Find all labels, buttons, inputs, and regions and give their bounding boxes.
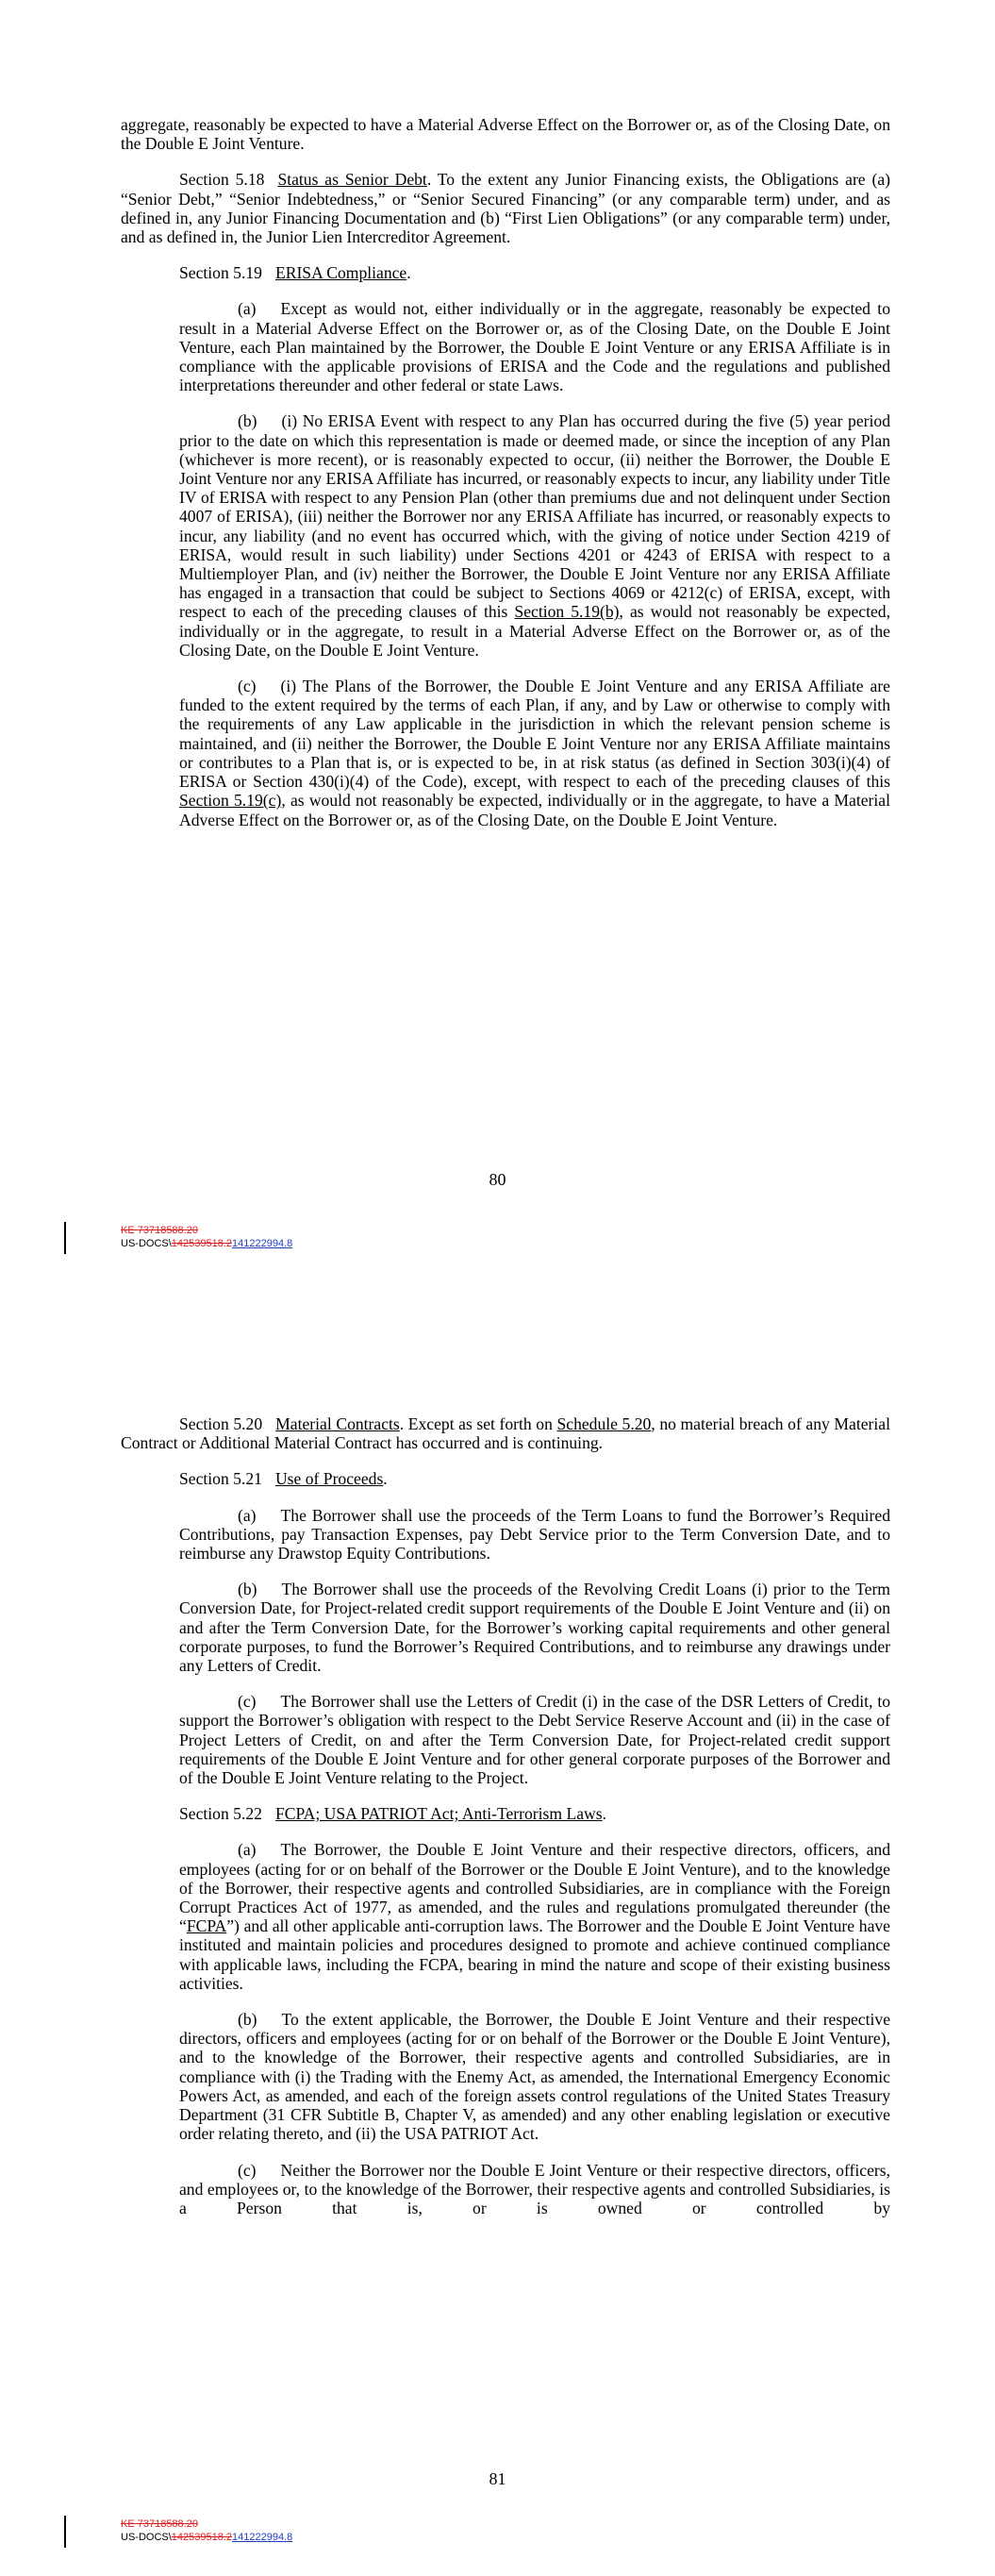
section-5-19-a	[179, 299, 890, 394]
footer-prefix: US-DOCS\	[121, 1238, 172, 1249]
section-5-22-a	[179, 1840, 890, 1993]
document-footer	[121, 1224, 292, 1250]
footer-doc-id	[121, 1237, 292, 1250]
section-5-18	[121, 170, 890, 246]
footer-deleted: 142539518.2	[171, 1238, 233, 1249]
section-5-21-a	[179, 1506, 890, 1564]
title-period: .	[406, 263, 411, 283]
footer-prefix: US-DOCS\	[121, 2532, 172, 2543]
footer-inserted: 141222994.8	[232, 2532, 293, 2543]
clause-text: The Borrower, the Double E Joint Venture and their respective directors, officers, and employees (acting for or on behalf of the Borrower or the Double E Joint Venture), and to the knowledge of the Borrower, their respective agents and controlled Subsidiaries, are in compliance with the Foreign Corrupt Practices Act of 1977, as amended, and the rules and regulations promulgated thereunder (the “	[179, 1840, 890, 1936]
section-title: FCPA; USA PATRIOT Act; Anti-Terrorism Laws	[274, 1804, 603, 1824]
clause-label: (c)	[238, 2160, 257, 2180]
section-body: . To the extent any Junior Financing exists, the Obligations are (a) “Senior Debt,” “Senior Indebtedness,” or “Senior Secured Financing” (or any comparable term) under, and as defined in, any Junior Financing Documentation and (b) “First Lien Obligations” (or any comparable term) under, and as defined in, the Junior Lien Intercreditor Agreement.	[121, 170, 891, 247]
section-number: Section 5.19	[179, 263, 262, 283]
clause-label: (a)	[238, 1840, 257, 1860]
section-5-19-b	[179, 411, 890, 660]
clause-label: (a)	[238, 1505, 257, 1525]
footer-deleted-id: KE 73718588.20	[121, 1225, 198, 1236]
clause-text: The Borrower shall use the proceeds of the Term Loans to fund the Borrower’s Required Contributions, pay Transaction Expenses, pay Debt Service prior to the Term Conversion Date, and to reimburse any Drawstop Equity Contributions.	[179, 1505, 890, 1564]
clause-tail: ”) and all other applicable anti-corruption laws. The Borrower and the Double E Joint Venture have instituted and maintain policies and procedures designed to promote and achieve continued compliance with applicable laws, including the FCPA, bearing in mind the nature and scope of their existing business activities.	[179, 1916, 890, 1993]
clause-label: (b)	[238, 1580, 257, 1599]
clause-text: To the extent applicable, the Borrower, the Double E Joint Venture and their respective directors, officers and employees (acting for or on behalf of the Borrower or the Double E Joint Venture), and to the knowledge of the Borrower, their respective agents and controlled Subsidiaries, are in compliance with (i) the Trading with the Enemy Act, as amended, the International Emergency Economic Powers Act, as amended, and each of the foreign assets control regulations of the United States Treasury Department (31 CFR Subtitle B, Chapter V, as amended) and any other enabling legislation or executive order relating thereto, and (ii) the USA PATRIOT Act.	[179, 2010, 890, 2144]
page-80-body	[121, 115, 890, 846]
document-footer	[121, 2517, 292, 2544]
clause-label: (c)	[238, 677, 257, 696]
section-5-22-b	[179, 2010, 890, 2143]
change-bar	[64, 2516, 66, 2548]
clause-tail: , as would not reasonably be expected, individually or in the aggregate, to result in a Material Adverse Effect on the Borrower or, as of the Closing Date, on the Double E Joint Venture.	[179, 602, 890, 660]
footer-doc-id	[121, 2531, 292, 2544]
intro-paragraph: aggregate, reasonably be expected to have a Material Adverse Effect on the Borrower or, as of the Closing Date, on the Double E Joint Venture.	[121, 115, 890, 154]
section-number: Section 5.18	[179, 170, 265, 190]
section-5-21-heading	[121, 1469, 890, 1488]
title-period: .	[602, 1804, 606, 1824]
footer-deleted: 142539518.2	[171, 2532, 233, 2543]
clause-text: (i) No ERISA Event with respect to any Plan has occurred during the five (5) year period prior to the date on which this representation is made or deemed made, or since the inception of any Plan (whichever is more recent), or is reasonably expected to occur, (ii) neither the Borrower, the Double E Joint Venture nor any ERISA Affiliate has incurred, or reasonably expects to incur, any liability under Title IV of ERISA with respect to any Pension Plan (other than premiums due and not delinquent under Section 4007 of ERISA), (iii) neither the Borrower nor any ERISA Affiliate has incurred, or reasonably expects to incur, any liability (and no event has occurred which, with the giving of notice under Section 4219 of ERISA, would result in such liability) under Sections 4201 or 4243 of ERISA with respect to a Multiemployer Plan, and (iv) neither the Borrower, the Double E Joint Venture nor any ERISA Affiliate has engaged in a transaction that could be subject to Sections 4069 or 4212(c) of ERISA, except, with respect to each of the preceding clauses of this	[179, 411, 890, 622]
page-number: 81	[489, 2469, 506, 2488]
section-5-21-c	[179, 1692, 890, 1787]
clause-text: The Borrower shall use the proceeds of the Revolving Credit Loans (i) prior to the Term Conversion Date, for Project-related credit support requirements of the Double E Joint Venture and (ii) on and after the Term Conversion Date, for the Borrower’s working capital requirements and other general corporate purposes, to fund the Borrower’s Required Contributions, and to reimburse any drawings under any Letters of Credit.	[179, 1580, 890, 1676]
clause-text: (i) The Plans of the Borrower, the Double E Joint Venture and any ERISA Affiliate are funded to the extent required by the terms of each Plan, if any, and by Law or otherwise to comply with the requirements of any Law applicable in the jurisdiction in which the relevant pension scheme is maintained, and (ii) neither the Borrower, the Double E Joint Venture nor any ERISA Affiliate maintains or contributes to a Plan that is, or is expected to be, in at risk status (as defined in Section 303(i)(4) of ERISA or Section 430(i)(4) of the Code), except, with respect to each of the preceding clauses of this	[179, 677, 890, 792]
section-5-19-c	[179, 677, 890, 829]
section-number: Section 5.22	[179, 1804, 262, 1824]
section-5-22-heading	[121, 1804, 890, 1823]
section-5-22-c	[179, 2161, 890, 2218]
title-period: .	[383, 1469, 388, 1489]
clause-text: The Borrower shall use the Letters of Credit (i) in the case of the DSR Letters of Credit, to support the Borrower’s obligation with respect to the Debt Service Reserve Account and (ii) in the case of Project Letters of Credit, on and after the Term Conversion Date, for Project-related credit support requirements of the Double E Joint Venture and for other general corporate purposes of the Borrower and of the Double E Joint Venture relating to the Project.	[179, 1692, 890, 1788]
clause-tail: , as would not reasonably be expected, individually or in the aggregate, to have a Material Adverse Effect on the Borrower or, as of the Closing Date, on the Double E Joint Venture.	[179, 791, 890, 829]
section-5-20	[121, 1414, 890, 1452]
clause-label: (c)	[238, 1692, 257, 1712]
section-5-19-heading	[121, 263, 890, 282]
clause-label: (b)	[238, 2010, 257, 2030]
clause-text: Neither the Borrower nor the Double E Joint Venture or their respective directors, officers, and employees or, to the knowledge of the Borrower, their respective agents and controlled Subsidiaries, is a Person that is, or is owned or controlled by	[179, 2160, 890, 2217]
clause-text: Except as would not, either individually or in the aggregate, reasonably be expected to result in a Material Adverse Effect on the Borrower or, as of the Closing Date, on the Double E Joint Venture, each Plan maintained by the Borrower, the Double E Joint Venture or any ERISA Affiliate is in compliance with the applicable provisions of ERISA and the Code and the regulations and published interpretations thereunder and other federal or state Laws.	[179, 299, 890, 395]
page-number: 80	[489, 1170, 506, 1189]
section-title: Status as Senior Debt	[277, 170, 427, 190]
section-number: Section 5.20	[179, 1414, 263, 1433]
cross-reference: Section 5.19(c)	[179, 791, 282, 811]
footer-deleted-id: KE 73718588.20	[121, 2518, 198, 2530]
defined-term: FCPA	[186, 1916, 227, 1936]
section-title: ERISA Compliance	[274, 263, 407, 283]
clause-label: (a)	[238, 299, 257, 319]
section-title: Use of Proceeds	[274, 1469, 384, 1489]
page-81-body	[121, 1414, 890, 2234]
clause-label: (b)	[238, 411, 257, 431]
change-bar	[64, 1222, 66, 1254]
section-body: , no material breach of any Material Contract or Additional Material Contract has occurred and is continuing.	[121, 1414, 890, 1453]
section-mid: . Except as set forth on	[399, 1414, 557, 1433]
section-number: Section 5.21	[179, 1469, 262, 1489]
schedule-reference: Schedule 5.20	[556, 1414, 652, 1433]
section-5-21-b	[179, 1580, 890, 1675]
page-81	[0, 1368, 995, 2576]
cross-reference: Section 5.19(b)	[514, 602, 620, 622]
section-title: Material Contracts	[275, 1414, 400, 1433]
footer-inserted: 141222994.8	[232, 1238, 293, 1249]
